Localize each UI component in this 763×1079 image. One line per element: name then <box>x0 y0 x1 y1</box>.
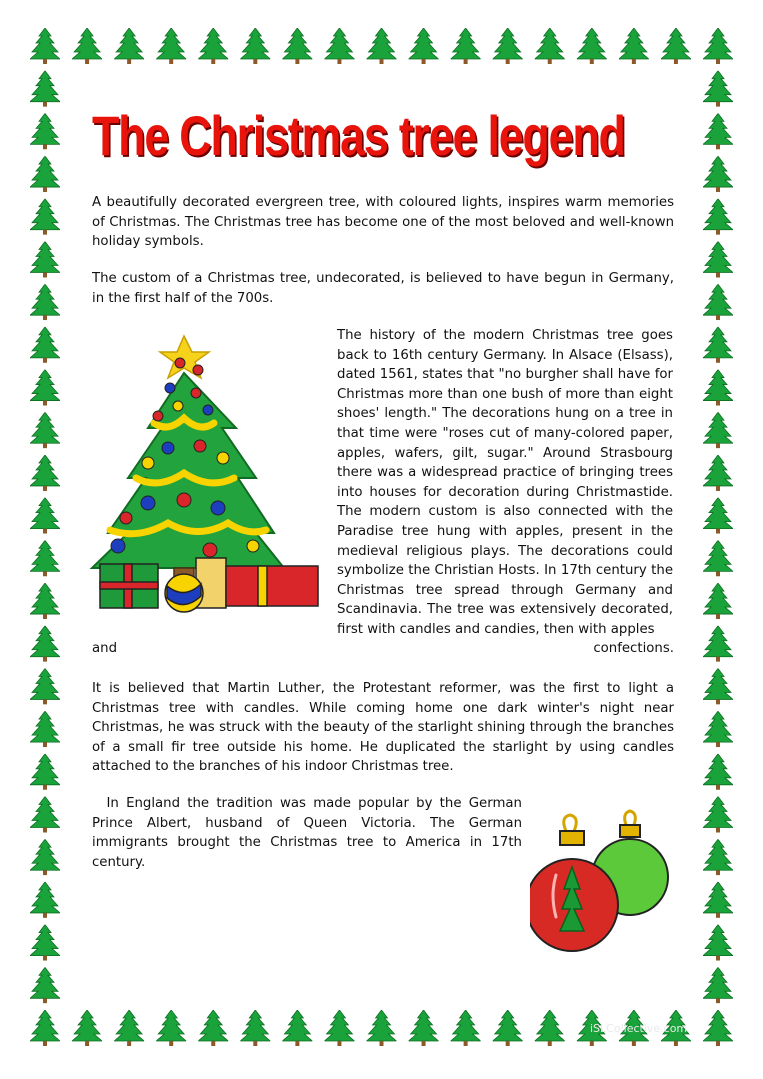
border-fir-icon <box>703 711 733 747</box>
christmas-ornaments-illustration <box>530 805 675 965</box>
border-fir-icon <box>409 28 439 64</box>
border-fir-icon <box>30 284 60 320</box>
border-fir-icon <box>30 370 60 406</box>
border-fir-icon <box>30 797 60 833</box>
intro-paragraph: A beautifully decorated evergreen tree, with coloured lights, inspires warm memories of Christmas. The Christmas tree has become one of the most beloved and well-known holiday symbols. <box>92 195 674 250</box>
border-fir-icon <box>114 28 144 64</box>
border-fir-icon <box>367 28 397 64</box>
border-fir-icon <box>703 28 733 64</box>
border-fir-icon <box>703 327 733 363</box>
border-fir-icon <box>156 28 186 64</box>
border-fir-icon <box>703 754 733 790</box>
border-fir-icon <box>703 284 733 320</box>
border-fir-icon <box>30 113 60 149</box>
border-fir-icon <box>703 498 733 534</box>
border-fir-icon <box>703 925 733 961</box>
border-fir-icon <box>324 1010 354 1046</box>
christmas-tree-illustration <box>88 318 328 618</box>
border-fir-icon <box>72 28 102 64</box>
border-fir-icon <box>703 412 733 448</box>
border-fir-icon <box>114 1010 144 1046</box>
border-fir-icon <box>198 28 228 64</box>
border-fir-icon <box>30 241 60 277</box>
border-fir-icon <box>30 327 60 363</box>
border-fir-icon <box>72 1010 102 1046</box>
border-fir-icon <box>703 583 733 619</box>
border-fir-icon <box>493 1010 523 1046</box>
border-fir-icon <box>198 1010 228 1046</box>
border-fir-icon <box>30 754 60 790</box>
watermark: iSLCollective.com <box>590 1022 688 1035</box>
border-fir-icon <box>282 1010 312 1046</box>
border-fir-icon <box>30 626 60 662</box>
origin-paragraph: The custom of a Christmas tree, undecorated, is believed to have begun in Germany, in the first half of the 700s. <box>92 271 674 306</box>
border-fir-icon <box>535 1010 565 1046</box>
border-fir-icon <box>619 28 649 64</box>
border-fir-icon <box>30 28 60 64</box>
border-fir-icon <box>30 882 60 918</box>
border-fir-icon <box>661 28 691 64</box>
border-fir-icon <box>703 199 733 235</box>
border-fir-icon <box>703 455 733 491</box>
border-fir-icon <box>30 925 60 961</box>
history-paragraph-end: and confections. <box>92 641 674 656</box>
border-fir-icon <box>30 839 60 875</box>
england-paragraph: In England the tradition was made popular by the German Prince Albert, husband of Queen Victoria. The German immigrants brought the Christmas tree to America in 17th century. <box>92 796 527 870</box>
border-fir-icon <box>240 1010 270 1046</box>
border-fir-icon <box>30 583 60 619</box>
border-fir-icon <box>577 28 607 64</box>
border-fir-icon <box>493 28 523 64</box>
border-fir-icon <box>703 241 733 277</box>
border-fir-icon <box>409 1010 439 1046</box>
page-title: The Christmas tree legend <box>92 104 625 167</box>
border-fir-icon <box>30 199 60 235</box>
border-fir-icon <box>30 498 60 534</box>
border-fir-icon <box>30 156 60 192</box>
border-fir-icon <box>30 668 60 704</box>
border-fir-icon <box>703 797 733 833</box>
border-fir-icon <box>703 668 733 704</box>
border-fir-icon <box>703 1010 733 1046</box>
border-fir-icon <box>703 882 733 918</box>
border-fir-icon <box>703 113 733 149</box>
border-fir-icon <box>703 156 733 192</box>
border-fir-icon <box>451 28 481 64</box>
border-fir-icon <box>30 711 60 747</box>
border-fir-icon <box>703 839 733 875</box>
border-fir-icon <box>30 1010 60 1046</box>
border-fir-icon <box>451 1010 481 1046</box>
border-fir-icon <box>30 540 60 576</box>
border-fir-icon <box>703 540 733 576</box>
border-fir-icon <box>535 28 565 64</box>
border-fir-icon <box>240 28 270 64</box>
border-fir-icon <box>367 1010 397 1046</box>
border-fir-icon <box>703 370 733 406</box>
border-fir-icon <box>703 967 733 1003</box>
border-fir-icon <box>30 967 60 1003</box>
border-fir-icon <box>30 455 60 491</box>
border-fir-icon <box>30 412 60 448</box>
border-fir-icon <box>30 71 60 107</box>
border-fir-icon <box>703 71 733 107</box>
border-fir-icon <box>703 626 733 662</box>
border-fir-icon <box>324 28 354 64</box>
border-fir-icon <box>282 28 312 64</box>
history-paragraph: The history of the modern Christmas tree goes back to 16th century Germany. In Alsace (Elsass), dated 1561, states that "no burgher shall have for Christmas more than one bush of more than eight shoes' length." The decorations hung on a tree in that time were "roses cut of many-colored paper, apples, wafers, gilt, sugar." Around Strasbourg there was a widespread practice of bringing trees into houses for decoration during Christmastide. The modern custom is also connected with the Paradise tree hung with apples, present in the medieval religious plays. The decorations could symbolize the Christian Hosts. In 17th century the Christmas tree spread through Germany and Scandinavia. The tree was extensively decorated, first with candles and candies, then with apples <box>337 328 673 637</box>
martin-luther-paragraph: It is believed that Martin Luther, the Protestant reformer, was the first to light a Christmas tree with candles. While coming home one dark winter's night near Christmas, he was struck with the beauty of the starlight shining through the branches of a small fir tree outside his home. He duplicated the starlight by using candles attached to the branches of his indoor Christmas tree. <box>92 681 674 775</box>
border-fir-icon <box>156 1010 186 1046</box>
